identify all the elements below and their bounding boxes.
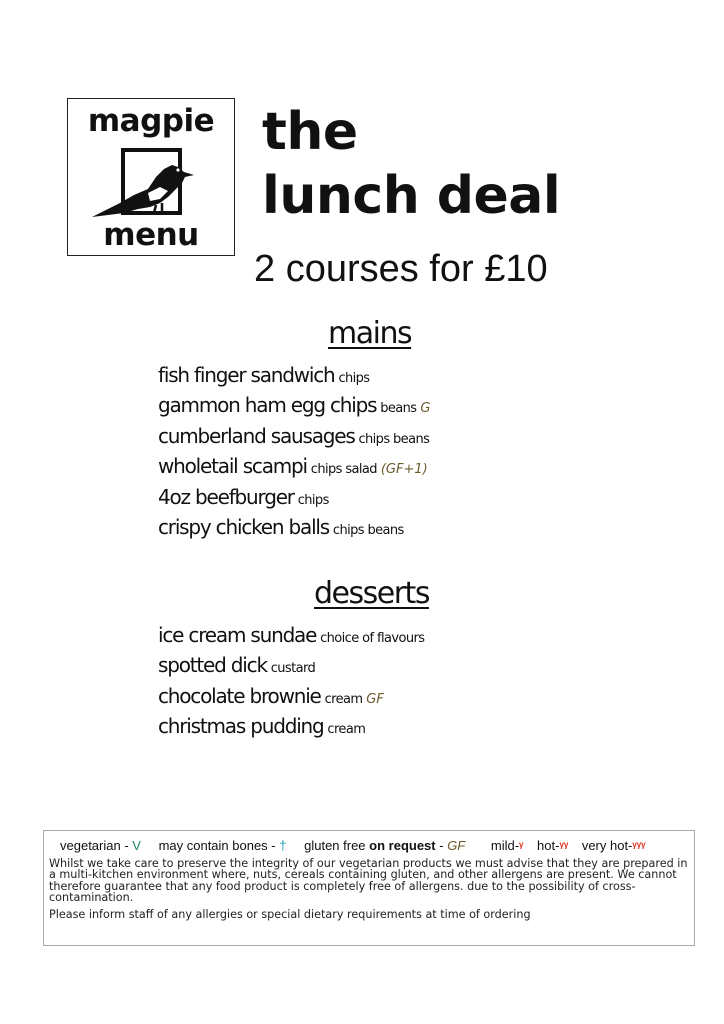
gf-dash: -	[435, 838, 448, 853]
triple-chili-icon: ᵞᵞᵞ	[632, 839, 646, 853]
menu-item	[158, 620, 424, 650]
item-name: crispy chicken balls	[158, 514, 330, 539]
magpie-icon	[90, 147, 216, 223]
allergen-footer	[43, 830, 695, 946]
item-sides: chips beans	[332, 522, 404, 538]
item-sides: cream	[324, 691, 363, 707]
item-sides: chips	[338, 371, 370, 386]
bones-symbol: †	[279, 838, 287, 853]
item-name: christmas pudding	[158, 714, 324, 739]
item-sides: chips beans	[358, 431, 430, 447]
headline-line-2: lunch deal	[262, 166, 561, 226]
price-subtitle: 2 courses for £10	[254, 248, 548, 290]
item-name: ice cream sundae	[158, 623, 317, 647]
dietary-legend	[48, 837, 690, 855]
gf-symbol: GF	[447, 838, 466, 853]
mains-list	[158, 360, 430, 542]
item-sides: choice of flavours	[320, 631, 425, 646]
logo-top-text: magpie	[87, 103, 215, 139]
menu-item	[158, 681, 424, 711]
desserts-list	[158, 620, 424, 742]
item-name: fish finger sandwich	[158, 363, 335, 387]
disclaimer-paragraph: Whilst we take care to preserve the integrity of our vegetarian products we must advise that they are prepared in a multi-kitchen environment where, nuts, cereals containing gluten, and other allergens are present. We cannot therefore guarantee that any food product is completely free of allergens. due to the possibility of cross-contamination.	[49, 857, 688, 905]
desserts-heading: desserts	[314, 576, 429, 611]
item-sides: chips salad	[310, 462, 377, 478]
item-name: 4oz beefburger	[158, 484, 294, 509]
item-dietary-note: G	[420, 401, 431, 417]
item-name: spotted dick	[158, 653, 267, 678]
menu-item	[158, 360, 430, 390]
hot-label: hot-	[537, 838, 560, 853]
menu-item	[158, 482, 430, 512]
item-sides: cream	[327, 722, 366, 738]
item-name: cumberland sausages	[158, 423, 355, 448]
item-dietary-note: GF	[366, 691, 384, 707]
disclaimer-request: Please inform staff of any allergies or special dietary requirements at time of ordering	[49, 907, 531, 921]
logo-bottom-text: menu	[103, 217, 199, 253]
chili-icon: ᵞ	[519, 839, 524, 853]
mains-heading: mains	[328, 316, 412, 351]
menu-item	[158, 451, 430, 481]
very-hot-label: very hot-	[581, 838, 633, 853]
magpie-menu-logo	[67, 98, 235, 256]
vegetarian-label: vegetarian -	[60, 838, 133, 853]
allergen-disclaimer	[48, 858, 690, 920]
item-name: wholetail scampi	[158, 454, 307, 479]
item-sides: custard	[270, 661, 316, 677]
menu-item	[158, 711, 424, 741]
item-name: chocolate brownie	[158, 683, 321, 708]
item-sides: beans	[380, 401, 417, 417]
vegetarian-symbol: V	[132, 838, 141, 853]
double-chili-icon: ᵞᵞ	[559, 839, 569, 853]
item-sides: chips	[297, 492, 329, 508]
menu-item	[158, 421, 430, 451]
menu-item	[158, 512, 430, 542]
bones-label: may contain bones -	[158, 838, 280, 853]
menu-item	[158, 390, 430, 420]
menu-item	[158, 650, 424, 680]
mild-label: mild-	[490, 838, 520, 853]
gluten-free-label: gluten free	[304, 838, 370, 853]
headline-line-1: the	[262, 102, 358, 162]
item-dietary-note: (GF+1)	[380, 462, 428, 478]
on-request-label: on request	[369, 838, 436, 853]
item-name: gammon ham egg chips	[158, 393, 377, 418]
